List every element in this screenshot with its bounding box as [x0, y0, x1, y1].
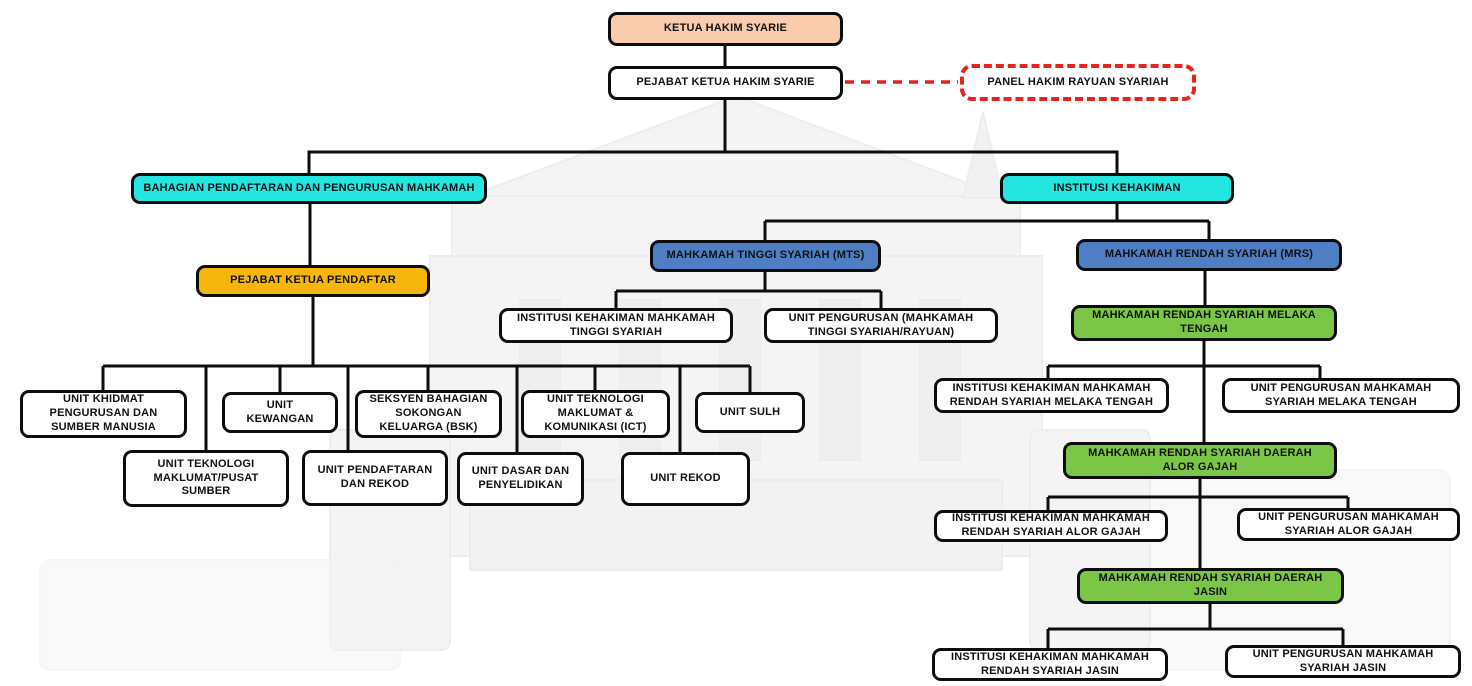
node-institusi-kehakiman-mts: INSTITUSI KEHAKIMAN MAHKAMAH TINGGI SYARIAH [499, 308, 733, 343]
node-institusi-kehakiman-jasin: INSTITUSI KEHAKIMAN MAHKAMAH RENDAH SYARIAH JASIN [932, 648, 1168, 681]
node-unit-pendaftaran-dan-rekod: UNIT PENDAFTARAN DAN REKOD [302, 450, 448, 506]
node-mrs-melaka-tengah: MAHKAMAH RENDAH SYARIAH MELAKA TENGAH [1071, 305, 1337, 341]
node-institusi-kehakiman-melaka-tengah: INSTITUSI KEHAKIMAN MAHKAMAH RENDAH SYARIAH MELAKA TENGAH [934, 378, 1169, 413]
node-unit-ict: UNIT TEKNOLOGI MAKLUMAT & KOMUNIKASI (ICT) [521, 390, 670, 438]
node-pejabat-ketua-pendaftar: PEJABAT KETUA PENDAFTAR [196, 265, 430, 297]
node-seksyen-bsk: SEKSYEN BAHAGIAN SOKONGAN KELUARGA (BSK) [355, 390, 502, 438]
node-unit-khidmat-pengurusan: UNIT KHIDMAT PENGURUSAN DAN SUMBER MANUSIA [20, 390, 187, 438]
node-mrs-alor-gajah: MAHKAMAH RENDAH SYARIAH DAERAH ALOR GAJAH [1063, 442, 1337, 479]
node-unit-dasar-dan-penyelidikan: UNIT DASAR DAN PENYELIDIKAN [457, 452, 584, 506]
node-unit-kewangan: UNIT KEWANGAN [222, 392, 338, 433]
node-ketua-hakim-syarie: KETUA HAKIM SYARIE [608, 12, 843, 46]
node-mahkamah-rendah-syariah: MAHKAMAH RENDAH SYARIAH (MRS) [1076, 239, 1342, 271]
node-institusi-kehakiman: INSTITUSI KEHAKIMAN [1000, 173, 1234, 204]
node-unit-teknologi-maklumat-pusat-sumber: UNIT TEKNOLOGI MAKLUMAT/PUSAT SUMBER [123, 450, 289, 507]
node-bahagian-pendaftaran: BAHAGIAN PENDAFTARAN DAN PENGURUSAN MAHKAMAH [131, 173, 487, 204]
node-institusi-kehakiman-alor-gajah: INSTITUSI KEHAKIMAN MAHKAMAH RENDAH SYARIAH ALOR GAJAH [934, 510, 1168, 542]
node-pejabat-ketua-hakim-syarie: PEJABAT KETUA HAKIM SYARIE [608, 66, 843, 100]
node-unit-pengurusan-jasin: UNIT PENGURUSAN MAHKAMAH SYARIAH JASIN [1225, 645, 1461, 678]
node-unit-sulh: UNIT SULH [695, 392, 805, 433]
node-panel-hakim-rayuan-syariah: PANEL HAKIM RAYUAN SYARIAH [960, 64, 1196, 101]
node-unit-pengurusan-alor-gajah: UNIT PENGURUSAN MAHKAMAH SYARIAH ALOR GAJAH [1237, 508, 1460, 541]
node-mrs-jasin: MAHKAMAH RENDAH SYARIAH DAERAH JASIN [1077, 568, 1344, 604]
node-unit-pengurusan-melaka-tengah: UNIT PENGURUSAN MAHKAMAH SYARIAH MELAKA TENGAH [1222, 378, 1460, 413]
node-unit-pengurusan-mts: UNIT PENGURUSAN (MAHKAMAH TINGGI SYARIAH/RAYUAN) [764, 308, 998, 343]
node-unit-rekod: UNIT REKOD [621, 452, 750, 506]
node-mahkamah-tinggi-syariah: MAHKAMAH TINGGI SYARIAH (MTS) [650, 240, 881, 272]
